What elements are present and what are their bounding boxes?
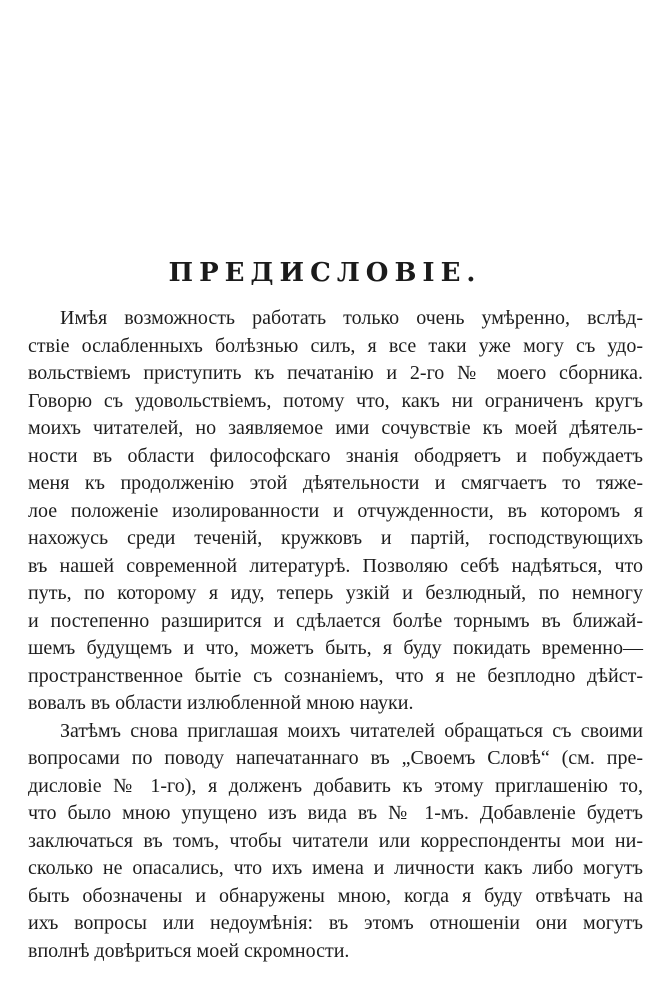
paragraph-2 xyxy=(28,718,643,966)
text-line: что было мною упущено изъ вида въ № 1-мъ. Добавленіе будетъ xyxy=(28,802,643,824)
text-line: въ нашей современной литературѣ. Позволяю себѣ надѣяться, что xyxy=(28,554,643,577)
text-line: нахожусь среди теченій, кружковъ и партій, господствующихъ xyxy=(28,527,643,549)
text-line: Имѣя возможность работать только очень умѣренно, вслѣд- xyxy=(60,307,643,329)
text-line: вопросами по поводу напечатаннаго въ „Своемъ Словѣ“ (см. пре- xyxy=(28,747,643,769)
text-line: ности въ области философскаго знанія ободряетъ и побуждаетъ xyxy=(28,444,643,467)
text-line: вовалъ въ области излюбленной мною науки. xyxy=(28,692,414,714)
text-line: дисловіе № 1-го), я долженъ добавить къ этому приглашенію то, xyxy=(28,774,643,797)
page-title: ПРЕДИСЛОВІЕ. xyxy=(168,258,482,288)
text-line: лое положеніе изолированности и отчужденности, въ которомъ я xyxy=(28,499,643,522)
text-line: быть обозначены и обнаружены мною, когда я буду отвѣчать на xyxy=(28,884,643,907)
text-line: ихъ вопросы или недоумѣнія: въ этомъ отношеніи они могутъ xyxy=(28,912,643,934)
text-line: сколько не опасались, что ихъ имена и личности какъ либо могутъ xyxy=(28,857,643,879)
text-line: моихъ читателей, но заявляемое ими сочувствіе къ моей дѣятель- xyxy=(28,417,643,439)
text-line: ствіе ослабленныхъ болѣзнью силъ, я все таки уже могу съ удо- xyxy=(28,334,643,357)
text-line: меня къ продолженію этой дѣятельности и смягчаетъ то тяже- xyxy=(28,472,643,494)
text-line: Затѣмъ снова приглашая моихъ читателей обращаться съ своими xyxy=(60,719,643,742)
preface-text xyxy=(28,305,643,965)
text-line: заключаться въ томъ, чтобы читатели или корреспонденты мои ни- xyxy=(28,829,643,852)
text-line: пространственное бытіе съ сознаніемъ, что я не безплодно дѣйст- xyxy=(28,664,643,687)
text-line: и постепенно разширится и сдѣлается болѣе торнымъ въ ближай- xyxy=(28,609,643,632)
text-line: Говорю съ удовольствіемъ, потому что, какъ ни ограниченъ кругъ xyxy=(28,389,643,412)
text-line: путь, по которому я иду, теперь узкій и безлюдный, по немногу xyxy=(28,582,643,604)
text-line: вполнѣ довѣриться моей скромности. xyxy=(28,939,350,962)
text-line: вольствіемъ приступить къ печатанію и 2-го № моего сборника. xyxy=(28,362,643,384)
paragraph-1 xyxy=(28,305,643,718)
text-line: шемъ будущемъ и что, можетъ быть, я буду покидать временно— xyxy=(28,637,643,659)
